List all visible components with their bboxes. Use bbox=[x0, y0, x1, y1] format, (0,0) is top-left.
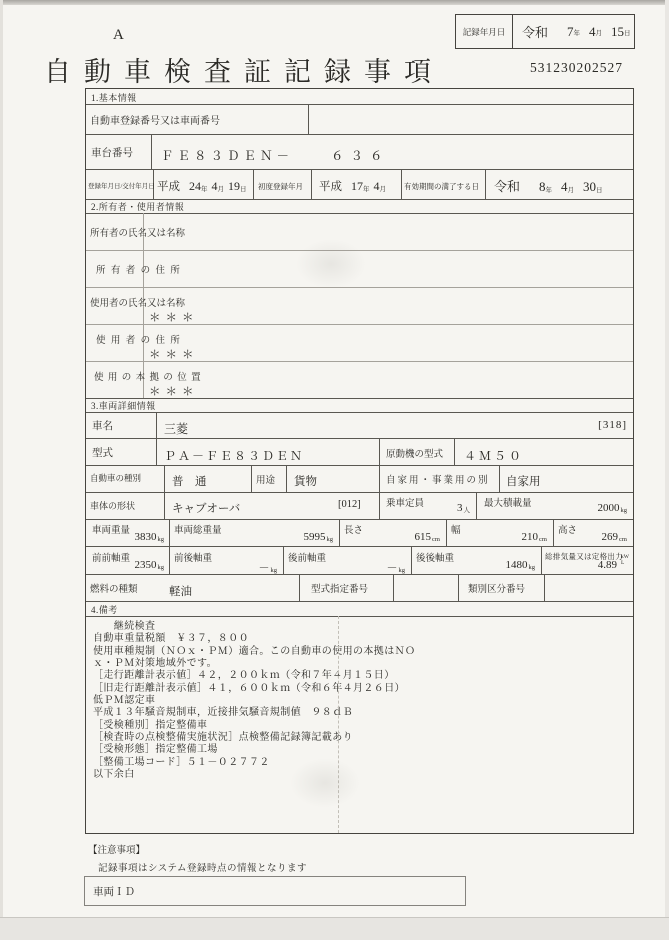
record-date-value bbox=[513, 15, 634, 48]
car-name-value: 三菱 bbox=[164, 422, 189, 436]
person-unit: 人 bbox=[463, 507, 470, 514]
section-vehicle-heading: 3.車両詳細情報 bbox=[91, 401, 156, 411]
reg-month: 4 bbox=[211, 179, 218, 193]
vehicle-weight-number: 3830 bbox=[134, 531, 157, 543]
power-units bbox=[621, 555, 629, 566]
chassis-main: ＦＥ８３ＤＥＮ－ bbox=[161, 149, 294, 163]
engine-model-value: ４Ｍ５０ bbox=[464, 449, 525, 463]
year-unit: 年 bbox=[201, 186, 208, 193]
month-unit: 月 bbox=[595, 30, 603, 37]
vehicle-id-box bbox=[84, 876, 466, 906]
firstreg-era: 平成 bbox=[319, 181, 342, 193]
notice-heading: 【注意事項】 bbox=[88, 846, 146, 856]
remarks-line: 低ＰＭ認定車 bbox=[93, 695, 156, 707]
firstreg-year: 17 bbox=[351, 179, 363, 193]
width-number: 210 bbox=[521, 531, 539, 543]
car-name-code: [318] bbox=[598, 419, 627, 431]
month-unit: 月 bbox=[379, 186, 386, 193]
remarks-line: ［旧走行距離計表示値］４１，６００ｋｍ（令和６年４月２６日） bbox=[93, 682, 405, 694]
length-label: 長さ bbox=[344, 526, 364, 536]
record-date-label: 記録年月日 bbox=[456, 15, 513, 48]
form-table bbox=[85, 88, 634, 834]
model-value: ＰＡ－ＦＥ８３ＤＥＮ bbox=[164, 449, 305, 463]
body-shape-value: キャブオーバ bbox=[172, 503, 241, 515]
expiry-year: 8 bbox=[539, 179, 546, 194]
category-label: 自動車の種別 bbox=[90, 473, 142, 483]
user-address-value: ＊＊＊ bbox=[149, 349, 199, 361]
expiry-day: 30 bbox=[583, 179, 597, 194]
width-value bbox=[522, 531, 547, 543]
record-date-day: 15 bbox=[611, 23, 625, 39]
ownership-type-value: 自家用 bbox=[506, 476, 541, 488]
month-unit: 月 bbox=[567, 187, 575, 194]
first-registration-value bbox=[319, 177, 386, 195]
base-location-label: 使 用 の 本 拠 の 位 置 bbox=[94, 373, 202, 383]
user-address-label: 使 用 者 の 住 所 bbox=[96, 336, 182, 346]
reg-year: 24 bbox=[189, 179, 201, 193]
width-label: 幅 bbox=[451, 526, 461, 536]
axle-rear-rear-label: 後後軸重 bbox=[416, 554, 455, 564]
remarks-line: 平成１３年騒音規制車，近接排気騒音規制値 ９８ｄＢ bbox=[93, 707, 353, 719]
remarks-line: ｘ・ＰＭ対策地域外です。 bbox=[93, 658, 217, 670]
gross-weight-value bbox=[304, 531, 334, 543]
axle-rear-front-value bbox=[387, 559, 406, 575]
capacity-value bbox=[457, 502, 470, 514]
year-unit: 年 bbox=[573, 30, 581, 37]
body-shape-code: [012] bbox=[338, 499, 361, 510]
registration-date-label: 登録年月日/交付年月日 bbox=[88, 183, 155, 190]
axle-front-front-value bbox=[135, 559, 165, 571]
fuel-type-value: 軽油 bbox=[169, 586, 192, 598]
reg-number-label: 自動車登録番号又は車両番号 bbox=[90, 116, 220, 127]
remarks-line: ［検査時の点検整備実施状況］点検整備記録簿記載あり bbox=[93, 732, 353, 744]
chassis-serial: ６３６ bbox=[331, 149, 390, 163]
record-date-month: 4 bbox=[589, 23, 596, 39]
height-number: 269 bbox=[601, 531, 619, 543]
axle-rear-front-label: 後前軸重 bbox=[288, 554, 327, 564]
kg-unit: kg bbox=[326, 536, 333, 543]
base-location-value: ＊＊＊ bbox=[149, 386, 199, 398]
firstreg-month: 4 bbox=[373, 179, 380, 193]
scan-edge-top bbox=[0, 0, 669, 5]
vehicle-weight-label: 車両重量 bbox=[92, 526, 131, 536]
chassis-number-label: 車台番号 bbox=[91, 148, 133, 159]
section-basic-heading: 1.基本情報 bbox=[91, 93, 137, 103]
capacity-number: 3 bbox=[457, 502, 463, 514]
reg-day: 19 bbox=[228, 179, 240, 193]
model-label: 型式 bbox=[92, 448, 113, 459]
remarks-line: 自動車重量税額 ￥３７，８００ bbox=[93, 633, 249, 645]
class-code-label: 類別区分番号 bbox=[468, 585, 526, 595]
car-name-label: 車名 bbox=[92, 421, 113, 432]
height-value bbox=[602, 531, 627, 543]
length-value bbox=[415, 531, 440, 543]
document-number: 531230202527 bbox=[530, 60, 623, 75]
vehicle-weight-value bbox=[135, 531, 165, 543]
remarks-line: ［走行距離計表示値］４２，２００ｋｍ（令和７年４月１５日） bbox=[93, 670, 395, 682]
liter-unit: L bbox=[621, 559, 625, 566]
scan-smudge bbox=[296, 239, 366, 289]
gross-weight-number: 5995 bbox=[303, 531, 326, 543]
remarks-line: 以下余白 bbox=[93, 769, 135, 781]
axle-front-rear-label: 前後軸重 bbox=[174, 554, 213, 564]
scan-smudge bbox=[290, 758, 360, 808]
expiry-era: 令和 bbox=[494, 179, 521, 194]
remarks-line: 継続検査 bbox=[93, 621, 156, 632]
body-shape-label: 車体の形状 bbox=[90, 501, 136, 511]
month-unit: 月 bbox=[217, 186, 224, 193]
expiry-date-value bbox=[494, 176, 603, 196]
first-registration-label: 初度登録年月 bbox=[258, 182, 303, 191]
kg-unit: kg bbox=[270, 567, 277, 574]
year-unit: 年 bbox=[545, 187, 553, 194]
record-date-year: 7 bbox=[567, 23, 574, 39]
ownership-type-label: 自家用・事業用の別 bbox=[386, 476, 490, 486]
chassis-number-value bbox=[161, 146, 390, 164]
scan-edge-bottom bbox=[0, 917, 669, 940]
page-title: 自動車検査証記録事項 bbox=[44, 57, 444, 87]
cm-unit: cm bbox=[619, 536, 627, 543]
type-approval-label: 型式指定番号 bbox=[311, 585, 369, 595]
max-load-number: 2000 bbox=[597, 502, 620, 514]
expiry-month: 4 bbox=[561, 179, 568, 194]
kg-unit: kg bbox=[157, 536, 164, 543]
use-label: 用途 bbox=[256, 476, 276, 486]
kg-unit: kg bbox=[398, 567, 405, 574]
owner-name-label: 所有者の氏名又は名称 bbox=[90, 229, 186, 239]
registration-date-value bbox=[157, 177, 247, 195]
axle-front-rear-value bbox=[259, 559, 278, 575]
max-load-label: 最大積載量 bbox=[484, 499, 532, 509]
fuel-type-label: 燃料の種類 bbox=[90, 585, 138, 595]
axle-rr-number: 1480 bbox=[505, 559, 528, 571]
section-remarks-heading: 4.備考 bbox=[91, 605, 118, 615]
user-name-label: 使用者の氏名又は名称 bbox=[90, 299, 186, 309]
section-owner-heading: 2.所有者・使用者情報 bbox=[91, 202, 185, 212]
height-label: 高さ bbox=[558, 526, 578, 536]
axle-fr-number: － bbox=[258, 562, 270, 574]
reg-era: 平成 bbox=[157, 181, 180, 193]
axle-front-front-label: 前前軸重 bbox=[92, 554, 131, 564]
record-date-box bbox=[455, 14, 635, 49]
displacement-power-label: 総排気量又は定格出力 bbox=[545, 552, 623, 561]
category-value: 普 通 bbox=[172, 476, 207, 488]
max-load-value bbox=[598, 502, 628, 514]
owner-address-label: 所 有 者 の 住 所 bbox=[96, 266, 182, 276]
length-number: 615 bbox=[414, 531, 432, 543]
capacity-label: 乗車定員 bbox=[386, 499, 425, 509]
remarks-line: 使用車種規制（ＮＯｘ・ＰＭ）適合。この自動車の使用の本拠はＮＯ bbox=[93, 645, 416, 657]
axle-rf-number: － bbox=[386, 562, 398, 574]
day-unit: 日 bbox=[624, 30, 631, 37]
remarks-line: ［受検形態］指定整備工場 bbox=[93, 744, 218, 756]
kg-unit: kg bbox=[157, 564, 164, 571]
day-unit: 日 bbox=[240, 186, 247, 193]
use-value: 貨物 bbox=[294, 476, 317, 488]
vehicle-id-label: 車両ＩＤ bbox=[93, 886, 135, 898]
record-date-era: 令和 bbox=[522, 25, 549, 40]
axle-ff-number: 2350 bbox=[134, 559, 157, 571]
page-mark: A bbox=[113, 27, 124, 43]
remarks-line: ［受検種別］指定整備車 bbox=[93, 719, 208, 731]
kg-unit: kg bbox=[620, 507, 627, 514]
scan-edge-right bbox=[665, 0, 669, 940]
year-unit: 年 bbox=[363, 186, 370, 193]
day-unit: 日 bbox=[596, 187, 603, 194]
kw-unit: kW bbox=[621, 554, 629, 560]
gross-weight-label: 車両総重量 bbox=[174, 526, 222, 536]
notice-text: 記録事項はシステム登録時点の情報となります bbox=[98, 864, 308, 874]
engine-model-label: 原動機の型式 bbox=[386, 450, 444, 460]
kg-unit: kg bbox=[528, 564, 535, 571]
remarks-line: ［整備工場コード］５１－０２７７２ bbox=[93, 756, 270, 768]
cm-unit: cm bbox=[432, 536, 440, 543]
user-name-value: ＊＊＊ bbox=[149, 312, 199, 324]
axle-rear-rear-value bbox=[506, 559, 536, 571]
cm-unit: cm bbox=[539, 536, 547, 543]
expiry-date-label: 有効期間の満了する日 bbox=[404, 182, 479, 191]
scan-edge-left bbox=[0, 0, 3, 940]
displacement-power-value: 4.89 bbox=[597, 559, 617, 571]
